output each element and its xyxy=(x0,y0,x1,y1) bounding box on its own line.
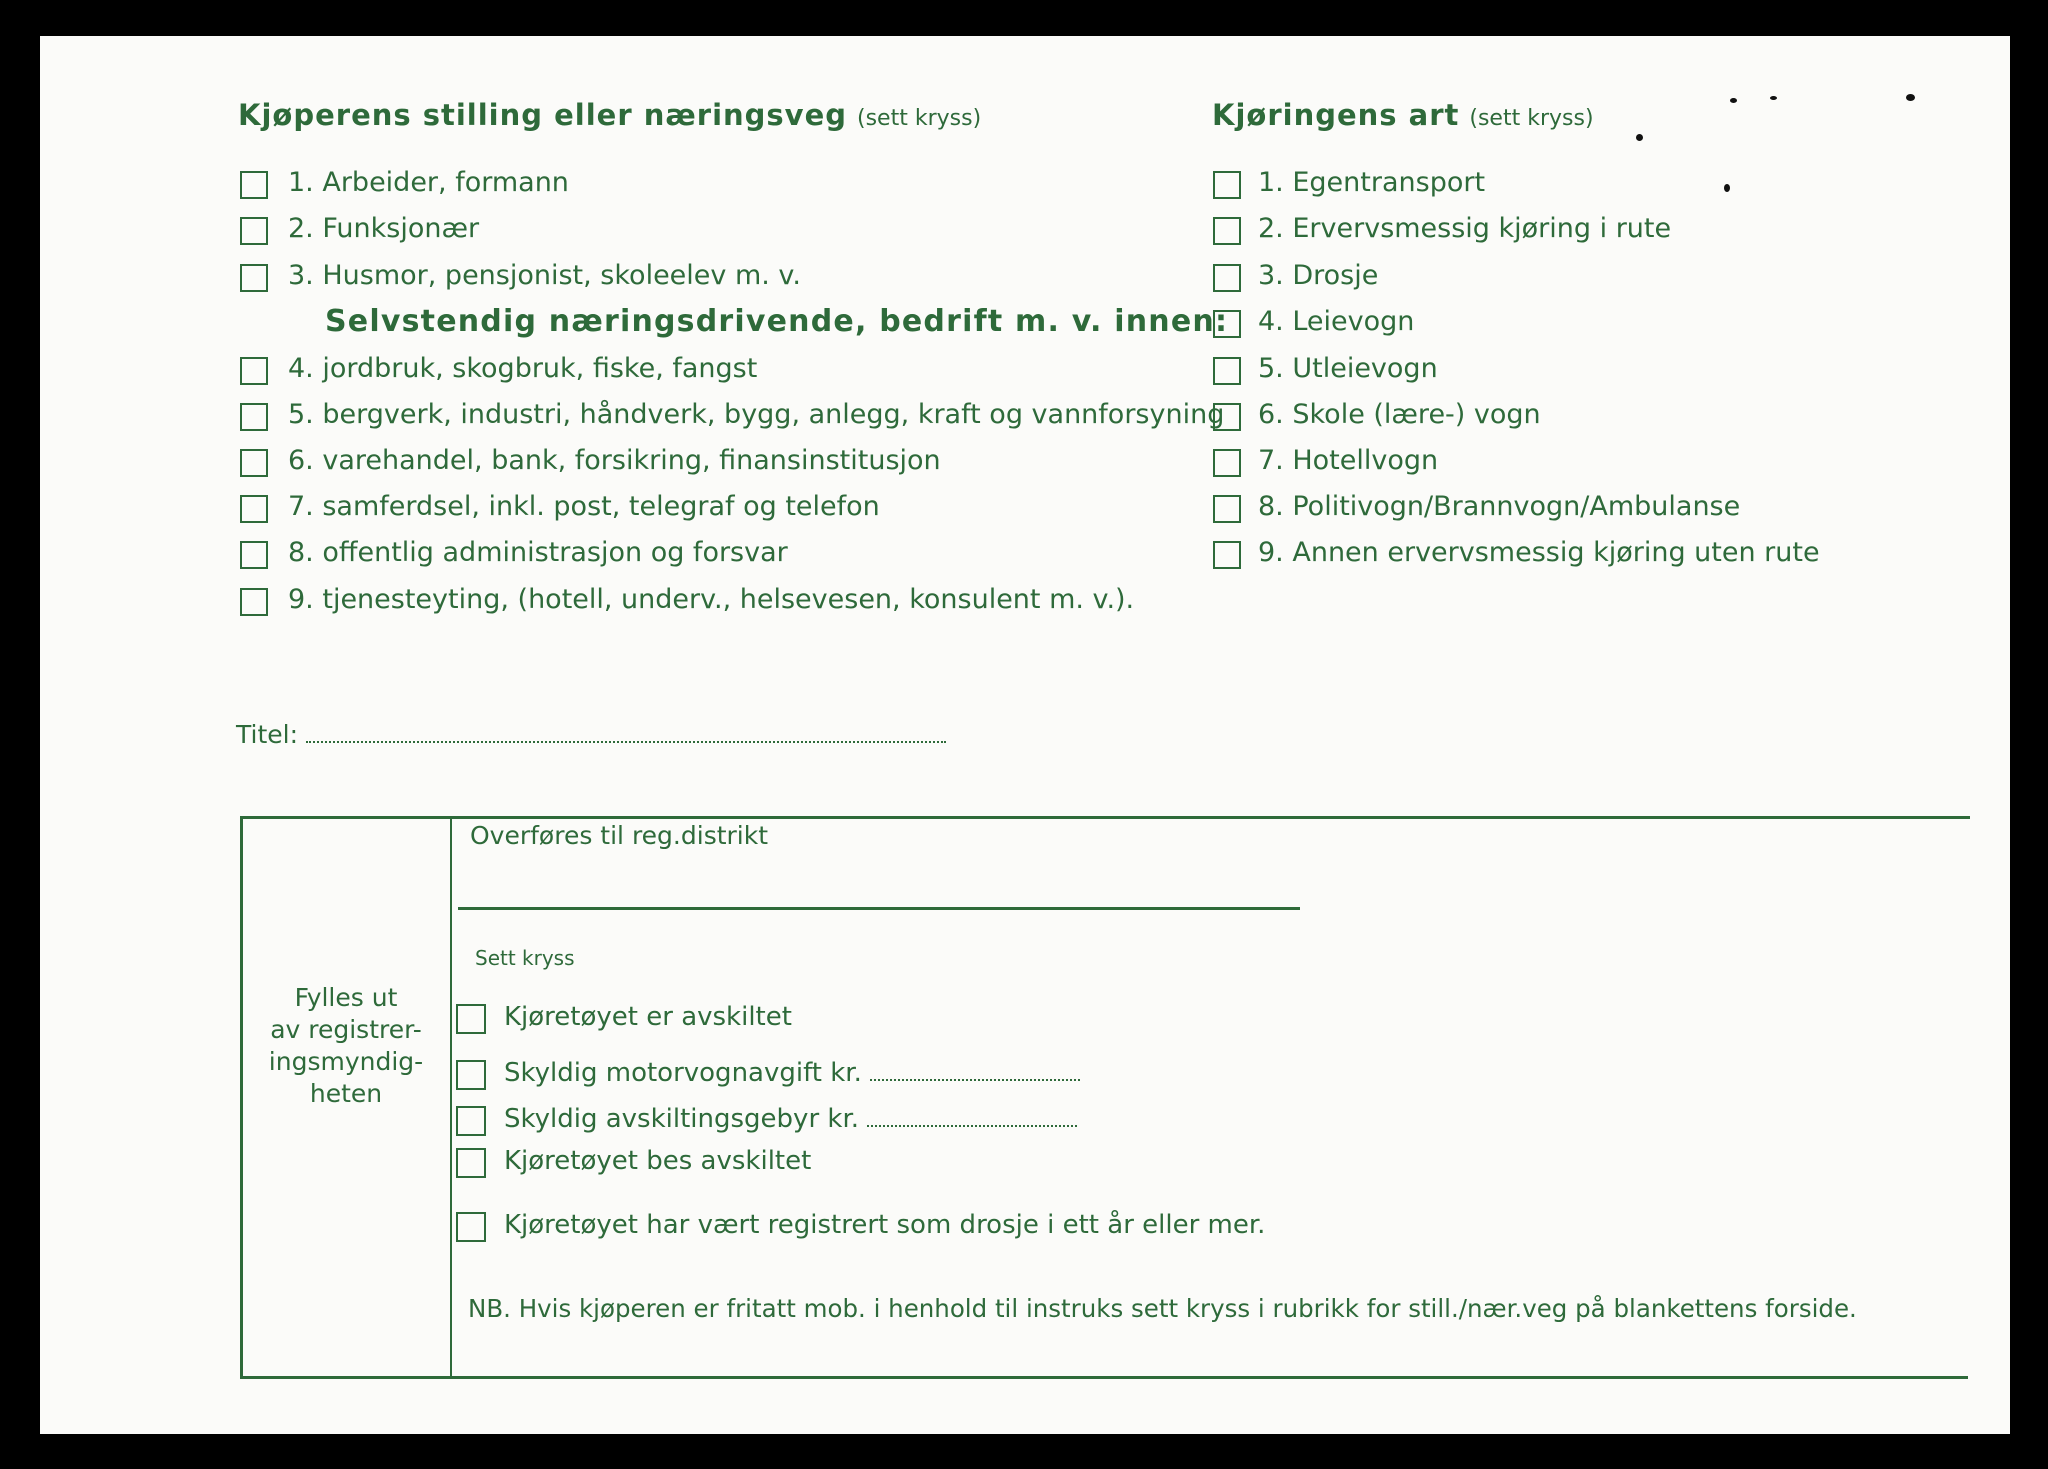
self-employed-subheading: Selvstendig næringsdrivende, bedrift m. v. innen: xyxy=(325,304,1229,339)
option-number: 8. xyxy=(1258,491,1284,522)
vehicle-tax-owed-field xyxy=(504,1058,1080,1088)
buyer-occupation-title: Kjøperens stilling eller næringsveg xyxy=(238,98,848,132)
option-label: Annen ervervsmessig kjøring uten rute xyxy=(1292,537,1820,568)
driving-checkbox-8[interactable] xyxy=(1213,495,1241,523)
occupation-option-4 xyxy=(288,353,757,384)
option-number: 2. xyxy=(1258,213,1284,244)
request-deregistration-label: Kjøretøyet bes avskiltet xyxy=(504,1146,812,1176)
option-number: 9. xyxy=(1258,537,1284,568)
driving-checkbox-5[interactable] xyxy=(1213,357,1241,385)
occupation-checkbox-5[interactable] xyxy=(240,403,268,431)
option-number: 1. xyxy=(288,167,314,198)
option-number: 4. xyxy=(288,353,314,384)
occupation-checkbox-9[interactable] xyxy=(240,588,268,616)
driving-option-7 xyxy=(1258,445,1438,476)
occupation-option-3 xyxy=(288,260,801,291)
option-number: 3. xyxy=(1258,260,1284,291)
occupation-option-2 xyxy=(288,213,479,244)
occupation-checkbox-7[interactable] xyxy=(240,495,268,523)
scan-speck xyxy=(1636,134,1643,141)
driving-checkbox-1[interactable] xyxy=(1213,171,1241,199)
side-label-line: av registrer- xyxy=(270,1015,422,1044)
box-left-border xyxy=(240,816,243,1379)
option-label: offentlig administrasjon og forsvar xyxy=(322,537,788,568)
driving-checkbox-4[interactable] xyxy=(1213,310,1241,338)
occupation-checkbox-1[interactable] xyxy=(240,171,268,199)
option-number: 2. xyxy=(288,213,314,244)
deregistered-label: Kjøretøyet er avskiltet xyxy=(504,1002,792,1032)
deregistration-fee-owed-checkbox[interactable] xyxy=(456,1106,486,1136)
deregistered-checkbox[interactable] xyxy=(456,1004,486,1034)
option-label: Arbeider, formann xyxy=(322,167,569,198)
option-label: varehandel, bank, forsikring, finansinstitusjon xyxy=(322,445,941,476)
vehicle-tax-amount-line[interactable] xyxy=(870,1079,1080,1081)
title-label: Titel: xyxy=(236,720,298,749)
driving-type-heading xyxy=(1212,98,1594,132)
option-label: Hotellvogn xyxy=(1292,445,1439,476)
option-number: 4. xyxy=(1258,306,1284,337)
option-number: 9. xyxy=(288,584,314,615)
deregistration-fee-amount-line[interactable] xyxy=(867,1125,1077,1127)
driving-checkbox-3[interactable] xyxy=(1213,264,1241,292)
box-top-border xyxy=(240,816,1970,819)
box-divider xyxy=(450,816,452,1379)
driving-checkbox-7[interactable] xyxy=(1213,449,1241,477)
vehicle-tax-owed-label: Skyldig motorvognavgift kr. xyxy=(504,1058,862,1088)
option-label: jordbruk, skogbruk, fiske, fangst xyxy=(322,353,758,384)
occupation-checkbox-2[interactable] xyxy=(240,217,268,245)
option-label: Skole (lære-) vogn xyxy=(1292,399,1541,430)
deregistration-fee-owed-field xyxy=(504,1104,1077,1134)
option-label: Egentransport xyxy=(1292,167,1486,198)
side-label-line: Fylles ut xyxy=(294,983,398,1012)
taxi-registered-label: Kjøretøyet har vært registrert som drosje i ett år eller mer. xyxy=(504,1210,1266,1240)
option-number: 7. xyxy=(288,491,314,522)
option-number: 5. xyxy=(1258,353,1284,384)
box-bottom-border xyxy=(240,1376,1968,1379)
taxi-registered-checkbox[interactable] xyxy=(456,1212,486,1242)
side-label-line: heten xyxy=(309,1079,383,1108)
option-number: 3. xyxy=(288,260,314,291)
occupation-option-5 xyxy=(288,399,1224,430)
driving-option-2 xyxy=(1258,213,1671,244)
side-label-line: ingsmyndig- xyxy=(268,1047,424,1076)
occupation-option-6 xyxy=(288,445,941,476)
option-label: bergverk, industri, håndverk, bygg, anlegg, kraft og vannforsyning xyxy=(322,399,1225,430)
title-field xyxy=(236,720,946,749)
driving-type-note: (sett kryss) xyxy=(1469,106,1594,131)
driving-option-1 xyxy=(1258,167,1485,198)
scan-speck xyxy=(1730,98,1737,103)
transfer-label: Overføres til reg.distrikt xyxy=(470,821,769,850)
option-label: Husmor, pensjonist, skoleelev m. v. xyxy=(322,260,801,291)
scan-speck xyxy=(1724,184,1730,192)
option-number: 5. xyxy=(288,399,314,430)
option-number: 6. xyxy=(1258,399,1284,430)
occupation-option-8 xyxy=(288,537,788,568)
form-page xyxy=(40,36,2010,1434)
buyer-occupation-note: (sett kryss) xyxy=(857,106,982,131)
check-note: Sett kryss xyxy=(475,946,575,970)
option-label: Utleievogn xyxy=(1292,353,1438,384)
vehicle-tax-owed-checkbox[interactable] xyxy=(456,1060,486,1090)
option-label: Leievogn xyxy=(1292,306,1415,337)
occupation-checkbox-8[interactable] xyxy=(240,541,268,569)
scan-speck xyxy=(1770,96,1777,100)
occupation-checkbox-6[interactable] xyxy=(240,449,268,477)
transfer-input-line[interactable] xyxy=(458,907,1300,910)
nb-note: NB. Hvis kjøperen er fritatt mob. i henhold til instruks sett kryss i rubrikk for still./nær.veg på blankettens forside. xyxy=(468,1294,1857,1323)
scan-speck xyxy=(1906,94,1915,101)
driving-type-title: Kjøringens art xyxy=(1212,98,1460,132)
option-number: 1. xyxy=(1258,167,1284,198)
driving-checkbox-6[interactable] xyxy=(1213,403,1241,431)
driving-checkbox-2[interactable] xyxy=(1213,217,1241,245)
option-number: 6. xyxy=(288,445,314,476)
occupation-checkbox-4[interactable] xyxy=(240,357,268,385)
driving-checkbox-9[interactable] xyxy=(1213,541,1241,569)
buyer-occupation-heading xyxy=(238,98,981,132)
option-label: Drosje xyxy=(1292,260,1379,291)
request-deregistration-checkbox[interactable] xyxy=(456,1148,486,1178)
occupation-checkbox-3[interactable] xyxy=(240,264,268,292)
option-label: samferdsel, inkl. post, telegraf og telefon xyxy=(322,491,880,522)
occupation-option-9 xyxy=(288,584,1134,615)
deregistration-fee-owed-label: Skyldig avskiltingsgebyr kr. xyxy=(504,1104,860,1134)
option-label: Politivogn/Brannvogn/Ambulanse xyxy=(1292,491,1741,522)
title-input-line[interactable] xyxy=(306,741,946,743)
option-number: 7. xyxy=(1258,445,1284,476)
authority-side-label xyxy=(254,982,438,1110)
driving-option-8 xyxy=(1258,491,1740,522)
option-label: tjenesteyting, (hotell, underv., helsevesen, konsulent m. v.). xyxy=(322,584,1135,615)
option-label: Ervervsmessig kjøring i rute xyxy=(1292,213,1672,244)
option-number: 8. xyxy=(288,537,314,568)
driving-option-9 xyxy=(1258,537,1820,568)
occupation-option-7 xyxy=(288,491,880,522)
driving-option-6 xyxy=(1258,399,1541,430)
driving-option-3 xyxy=(1258,260,1378,291)
occupation-option-1 xyxy=(288,167,569,198)
option-label: Funksjonær xyxy=(322,213,480,244)
driving-option-5 xyxy=(1258,353,1438,384)
driving-option-4 xyxy=(1258,306,1414,337)
